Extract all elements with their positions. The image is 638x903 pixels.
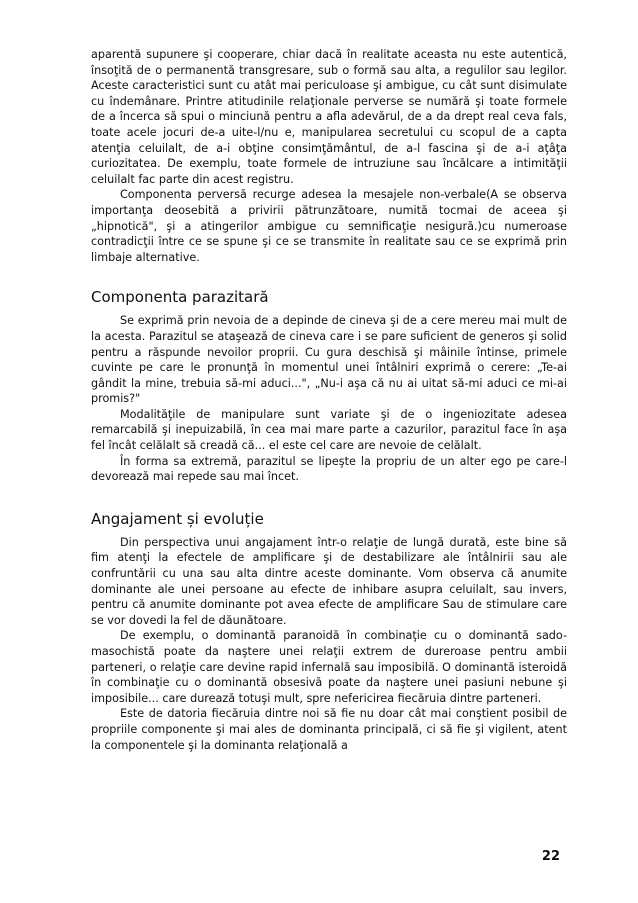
intro-section: [91, 47, 567, 265]
parasitic-paragraph-1: Se exprimă prin nevoia de a depinde de cineva şi de a cere mereu mai mult de la acesta. Parazitul se ataşează de cineva care i se pare suficient de generos şi solid pentru a răspunde nevoilor proprii. Cu gura deschisă şi mâinile întinse, primele cuvinte pe care le pronunţă în momentul unei întâlniri exprimă o cerere: „Te-ai gândit la mine, trebuia să-mi aduci...", „Nu-i aşa că nu ai uitat să-mi aduci ce mi-ai promis?": [91, 314, 567, 406]
intro-paragraph-2: Componenta perversă recurge adesea la mesajele non-verbale(A se observa importanţa deosebită a privirii pătrunzătoare, numită tocmai de aceea şi „hipnotică", şi a atingerilor ambigue cu semnificaţie nesigură.)cu numeroase contradicţii între ce se spune şi ce se transmite în realitate sau ce se exprimă prin limbaje alternative.: [91, 188, 567, 264]
section-heading-commitment: Angajament și evoluție: [91, 509, 264, 528]
parasitic-component-section: [91, 287, 567, 485]
page-number: 22: [541, 849, 560, 864]
page-content: [91, 47, 567, 753]
parasitic-paragraph-3: În forma sa extremă, parazitul se lipeşte la propriu de un alter ego pe care-l devorează mai repede sau mai încet.: [91, 454, 567, 484]
parasitic-paragraph-2: Modalităţile de manipulare sunt variate şi de o ingeniozitate adesea remarcabilă şi inepuizabilă, în cea mai mare parte a cazurilor, parazitul face în aşa fel încât celălalt să creadă că... el este cel care are nevoie de celălalt.: [91, 407, 567, 453]
commitment-paragraph-2: De exemplu, o dominantă paranoidă în combinaţie cu o dominantă sado-masochistă poate da naştere unei relaţii extrem de dureroase pentru ambii parteneri, o relaţie care devine rapid infernală sau imposibilă. O dominantă isteroidă în combinaţie cu o dominantă obsesivă poate da naştere unei pasiuni nebune şi imposibile... care durează totuşi mult, spre nefericirea fiecăruia dintre parteneri.: [91, 629, 567, 705]
commitment-section: [91, 509, 567, 753]
intro-paragraph-1: aparentă supunere şi cooperare, chiar dacă în realitate aceasta nu este autentică, însoţită de o permanentă transgresare, sub o formă sau alta, a regulilor sau legilor. Aceste caracteristici sunt cu atât mai periculoase şi ambigue, cu cât sunt disimulate cu îndemânare. Printre atitudinile relaţionale perverse se numără şi toate formele de a încerca să spui o minciună pentru a afla adevărul, de a da drept real ceva fals, toate acele jocuri de-a uite-l/nu e, manipularea secretului cu scopul de a capta atenţia celuilalt, de a-i obţine consimţământul, de a-l fascina şi de a-i aţâţa curiozitatea. De exemplu, toate formele de intruziune sau încălcare a intimităţii celuilalt fac parte din acest registru.: [91, 48, 567, 186]
commitment-paragraph-3: Este de datoria fiecăruia dintre noi să fie nu doar cât mai conştient posibil de propriile componente şi mai ales de dominanta principală, ci să fie şi vigilent, atent la componentele şi la dominanta relaţională a: [91, 707, 567, 752]
commitment-paragraph-1: Din perspectiva unui angajament într-o relaţie de lungă durată, este bine să fim atenţi la efectele de amplificare şi de destabilizare ale întâlnirii sau ale confruntării cu una sau alta dintre aceste dominante. Vom observa că anumite dominante ale unei persoane au efecte de inhibare asupra celuilalt, sau invers, pentru că anumite dominante pot avea efecte de amplificare Sau de stimulare care se vor dovedi la fel de dăunătoare.: [91, 535, 567, 627]
section-heading-parasitic: Componenta parazitară: [91, 288, 269, 307]
